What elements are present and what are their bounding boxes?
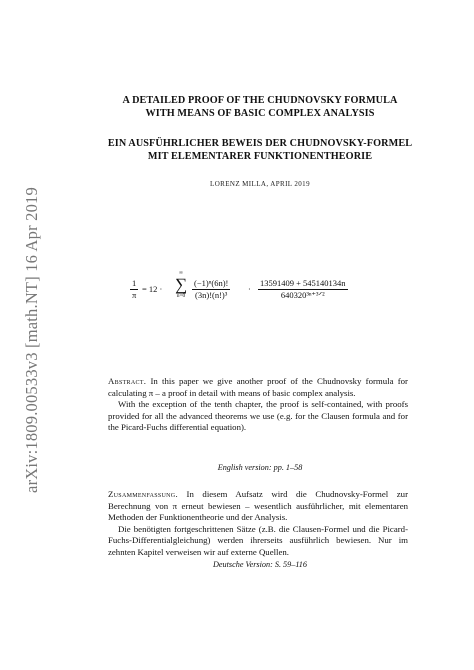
term-numerator: (−1)ⁿ(6n)! [194,278,229,288]
term-fraction [192,278,230,301]
term-denominator: (3n)!(n!)³ [195,290,228,300]
lhs-numerator: 1 [132,278,137,288]
lhs-denominator: π [132,290,137,300]
english-title-line2: WITH MEANS OF BASIC COMPLEX ANALYSIS [145,108,375,119]
english-title-line1: A DETAILED PROOF OF THE CHUDNOVSKY FORMULA [122,95,398,106]
zusammenfassung [108,489,408,559]
english-version-pages: English version: pp. 1–58 [217,463,303,472]
abstract-text-1: In this paper we give another proof of the Chudnovsky formula for calculating π – a proof in detail with means of basic complex analysis. [108,376,408,398]
english-title [70,94,450,120]
sum-lower-limit: n=0 [176,293,186,299]
zusammenfassung-paragraph-2: Die benötigten fortgeschrittenen Sätze (z.B. die Clausen-Formel und die Picard-Fuchs-Differentialgleichung) werden ihrerseits ausführlich bewiesen. Nur im zehnten Kapitel verweisen wir auf externe Quellen. [108,523,408,557]
multiply-dot: · [248,284,251,294]
sum-upper-limit: ∞ [179,270,183,276]
summation [174,270,188,299]
sum-symbol: ∑ [174,275,188,294]
right-numerator: 13591409 + 545140134n [260,278,346,288]
zusammenfassung-paragraph-1 [108,489,408,524]
lhs-fraction [130,278,138,301]
arxiv-identifier [22,180,42,500]
equals-twelve: = 12 · [142,284,163,294]
german-title [70,137,450,163]
right-denominator: 640320³ⁿ⁺³ᐟ² [280,290,325,300]
german-title-line1: EIN AUSFÜHRLICHER BEWEIS DER CHUDNOVSKY-FORMEL [107,138,413,149]
abstract [108,376,408,434]
author-date: LORENZ MILLA, APRIL 2019 [210,180,310,188]
chudnovsky-formula [130,270,390,310]
arxiv-id-text: arXiv:1809.00533v3 [math.NT] 16 Apr 2019 [22,187,41,493]
german-version-pages: Deutsche Version: S. 59–116 [213,560,307,569]
abstract-paragraph-2: With the exception of the tenth chapter, the proof is self-contained, with proofs provided for all the advanced theorems we use (e.g. for the Clausen formula and for the Picard-Fuchs differential equation). [108,399,408,433]
right-fraction [258,278,348,301]
zusammenfassung-label: Zusammenfassung. [108,489,178,499]
abstract-label: Abstract. [108,376,147,386]
abstract-paragraph-1 [108,376,408,399]
german-title-line2: MIT ELEMENTARER FUNKTIONENTHEORIE [147,151,373,162]
zusammenfassung-text-1: In diesem Aufsatz wird die Chudnovsky-Formel zur Berechnung von π erneut bewiesen – wesentlich ausführlicher, mit elementaren Methoden der Funktionentheorie und der Analysis. [108,489,408,523]
